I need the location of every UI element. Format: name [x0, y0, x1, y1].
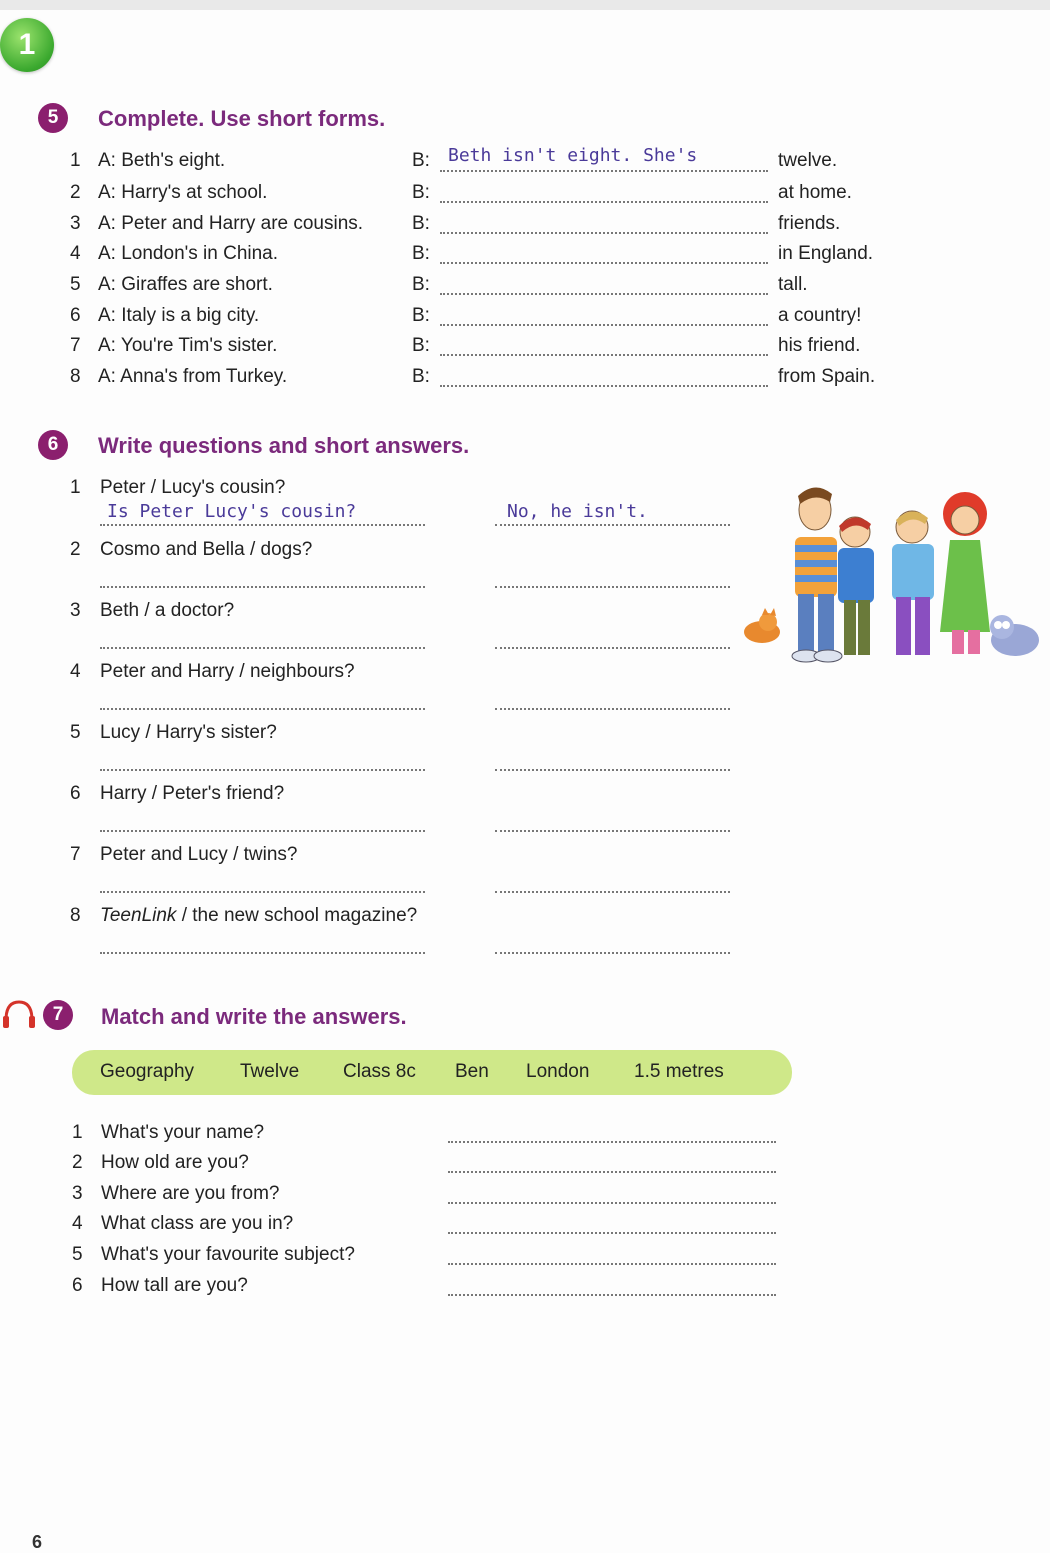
boy-purple-trousers-figure [892, 511, 934, 655]
word-bank-item: London [526, 1061, 590, 1082]
question-text: What's your favourite subject? [101, 1244, 355, 1265]
question-text: Where are you from? [101, 1183, 280, 1204]
item-number: 3 [72, 1183, 83, 1204]
answer-line[interactable] [440, 293, 768, 295]
question-line[interactable] [100, 769, 425, 771]
answer-line[interactable] [448, 1141, 776, 1143]
speaker-b: B: [412, 305, 430, 326]
magazine-name: TeenLink [100, 905, 177, 926]
answer-line[interactable] [440, 324, 768, 326]
statement-a: A: Beth's eight. [98, 150, 226, 171]
question-prompt [100, 905, 417, 927]
answer-line[interactable] [440, 385, 768, 387]
word-bank-item: Twelve [240, 1061, 300, 1082]
question-line[interactable] [100, 708, 425, 710]
answer-line[interactable] [495, 769, 730, 771]
unit-number-badge: 1 [0, 18, 54, 72]
statement-end: friends. [778, 213, 841, 234]
handwritten-question: Is Peter Lucy's cousin? [107, 501, 357, 522]
question-prompt: Lucy / Harry's sister? [100, 722, 277, 743]
exercise-6-number: 6 [38, 430, 68, 460]
exercise-7-number: 7 [43, 1000, 73, 1030]
item-number: 2 [70, 182, 81, 203]
item-number: 1 [72, 1122, 83, 1143]
speaker-b: B: [412, 150, 430, 171]
statement-a: A: You're Tim's sister. [98, 335, 278, 356]
speaker-b: B: [412, 243, 430, 264]
answer-line[interactable] [448, 1171, 776, 1173]
item-number: 2 [70, 539, 81, 560]
question-prompt: Peter / Lucy's cousin? [100, 477, 286, 498]
page-number: 6 [32, 1532, 43, 1552]
prompt-rest: / the new school magazine? [176, 905, 418, 926]
item-number: 5 [70, 274, 81, 295]
word-bank [72, 1050, 792, 1095]
question-line[interactable] [100, 952, 425, 954]
statement-end: tall. [778, 274, 808, 295]
statement-a: A: Giraffes are short. [98, 274, 273, 295]
speaker-b: B: [412, 335, 430, 356]
item-number: 7 [70, 844, 81, 865]
item-number: 8 [70, 905, 81, 926]
statement-end: a country! [778, 305, 862, 326]
item-number: 6 [70, 783, 81, 804]
question-line[interactable] [100, 586, 425, 588]
headphones-audio-icon[interactable] [2, 998, 36, 1030]
answer-line[interactable] [495, 524, 730, 526]
speaker-b: B: [412, 274, 430, 295]
speaker-b: B: [412, 366, 430, 387]
answer-line[interactable] [495, 647, 730, 649]
item-number: 6 [72, 1275, 83, 1296]
word-bank-item: Class 8c [343, 1061, 416, 1082]
boy-blue-jacket-figure [838, 517, 874, 655]
answer-line[interactable] [448, 1263, 776, 1265]
answer-line[interactable] [440, 232, 768, 234]
item-number: 7 [70, 335, 81, 356]
item-number: 1 [70, 477, 81, 498]
statement-end: twelve. [778, 150, 838, 171]
handwritten-answer: Beth isn't eight. She's [448, 145, 698, 166]
speaker-b: B: [412, 182, 430, 203]
exercise-5-number: 5 [38, 103, 68, 133]
statement-end: at home. [778, 182, 852, 203]
question-prompt: Cosmo and Bella / dogs? [100, 539, 313, 560]
statement-end: his friend. [778, 335, 861, 356]
word-bank-item: Geography [100, 1061, 195, 1082]
answer-line[interactable] [495, 586, 730, 588]
word-bank-item: Ben [455, 1061, 489, 1082]
answer-line[interactable] [495, 708, 730, 710]
answer-line[interactable] [440, 170, 768, 172]
question-prompt: Harry / Peter's friend? [100, 783, 285, 804]
item-number: 5 [70, 722, 81, 743]
answer-line[interactable] [495, 952, 730, 954]
exercise-6-title: Write questions and short answers. [98, 433, 470, 458]
question-line[interactable] [100, 891, 425, 893]
item-number: 6 [70, 305, 81, 326]
statement-a: A: Italy is a big city. [98, 305, 260, 326]
item-number: 4 [70, 243, 81, 264]
statement-end: from Spain. [778, 366, 876, 387]
question-line[interactable] [100, 830, 425, 832]
top-edge [0, 0, 1050, 10]
item-number: 3 [70, 213, 81, 234]
answer-line[interactable] [495, 830, 730, 832]
question-line[interactable] [100, 524, 425, 526]
question-prompt: Beth / a doctor? [100, 600, 235, 621]
answer-line[interactable] [448, 1232, 776, 1234]
exercise-5-title: Complete. Use short forms. [98, 106, 386, 131]
item-number: 4 [72, 1213, 83, 1234]
question-text: How tall are you? [101, 1275, 248, 1296]
question-text: What class are you in? [101, 1213, 294, 1234]
statement-a: A: Harry's at school. [98, 182, 268, 203]
word-bank-item: 1.5 metres [634, 1061, 724, 1082]
item-number: 1 [70, 150, 81, 171]
exercise-7-title: Match and write the answers. [101, 1004, 407, 1029]
question-text: How old are you? [101, 1152, 249, 1173]
handwritten-answer: No, he isn't. [507, 501, 648, 522]
boy-striped-shirt-figure [792, 487, 842, 662]
answer-line[interactable] [440, 354, 768, 356]
characters-illustration [740, 482, 1045, 667]
girl-red-hair-figure [940, 492, 990, 654]
item-number: 5 [72, 1244, 83, 1265]
answer-line[interactable] [440, 201, 768, 203]
question-line[interactable] [100, 647, 425, 649]
question-prompt: Peter and Lucy / twins? [100, 844, 298, 865]
item-number: 4 [70, 661, 81, 682]
answer-line[interactable] [440, 262, 768, 264]
question-prompt: Peter and Harry / neighbours? [100, 661, 355, 682]
statement-a: A: Anna's from Turkey. [98, 366, 288, 387]
statement-a: A: Peter and Harry are cousins. [98, 213, 364, 234]
grey-cat-figure [990, 615, 1039, 656]
speaker-b: B: [412, 213, 430, 234]
statement-a: A: London's in China. [98, 243, 279, 264]
answer-line[interactable] [495, 891, 730, 893]
item-number: 3 [70, 600, 81, 621]
statement-end: in England. [778, 243, 874, 264]
orange-cat-figure [744, 608, 780, 643]
question-text: What's your name? [101, 1122, 265, 1143]
item-number: 8 [70, 366, 81, 387]
answer-line[interactable] [448, 1294, 776, 1296]
answer-line[interactable] [448, 1202, 776, 1204]
item-number: 2 [72, 1152, 83, 1173]
